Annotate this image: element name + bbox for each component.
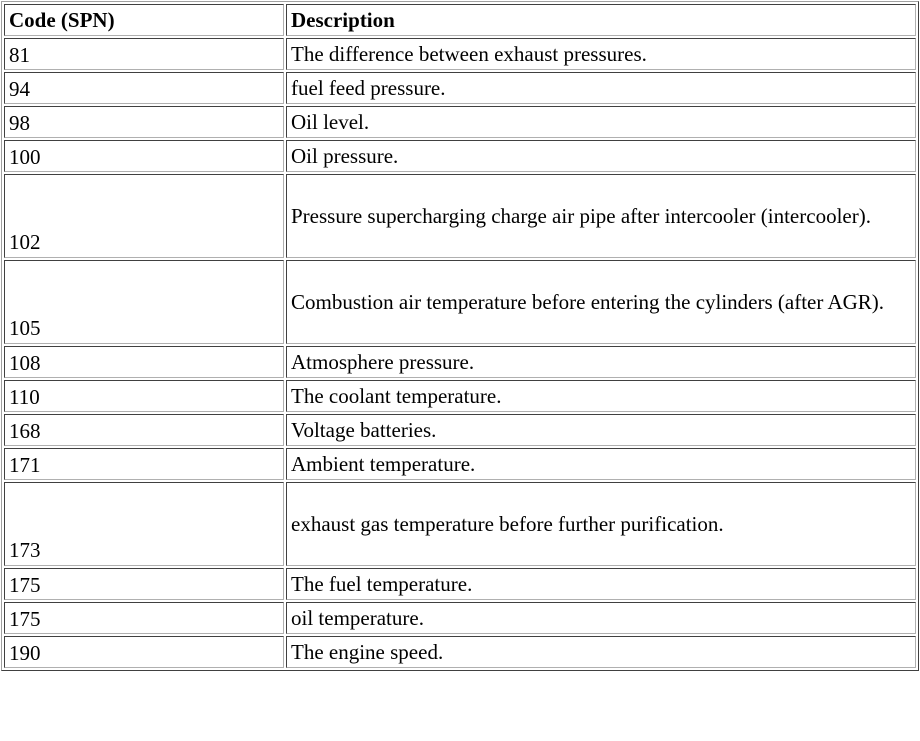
- code-cell: 98: [4, 106, 284, 138]
- description-cell: The engine speed.: [286, 636, 916, 668]
- description-cell: The coolant temperature.: [286, 380, 916, 412]
- code-cell: 175: [4, 568, 284, 600]
- table-row: [4, 602, 916, 634]
- table-row: [4, 106, 916, 138]
- description-cell: Atmosphere pressure.: [286, 346, 916, 378]
- description-cell: exhaust gas temperature before further purification.: [286, 482, 916, 566]
- table-row: [4, 636, 916, 668]
- table-row: [4, 72, 916, 104]
- description-cell: Pressure supercharging charge air pipe after intercooler (intercooler).: [286, 174, 916, 258]
- table-row: [4, 568, 916, 600]
- table-row: [4, 448, 916, 480]
- table-row: [4, 346, 916, 378]
- spn-code-table: [1, 1, 919, 671]
- description-cell: fuel feed pressure.: [286, 72, 916, 104]
- code-cell: 102: [4, 174, 284, 258]
- code-cell: 94: [4, 72, 284, 104]
- table-header-row: [4, 4, 916, 36]
- code-cell: 108: [4, 346, 284, 378]
- description-cell: The difference between exhaust pressures.: [286, 38, 916, 70]
- description-cell: Combustion air temperature before entering the cylinders (after AGR).: [286, 260, 916, 344]
- code-cell: 110: [4, 380, 284, 412]
- table-row: [4, 260, 916, 344]
- description-cell: Voltage batteries.: [286, 414, 916, 446]
- code-cell: 168: [4, 414, 284, 446]
- code-cell: 173: [4, 482, 284, 566]
- header-description: Description: [286, 4, 916, 36]
- table-row: [4, 140, 916, 172]
- code-cell: 81: [4, 38, 284, 70]
- code-cell: 100: [4, 140, 284, 172]
- description-cell: Ambient temperature.: [286, 448, 916, 480]
- description-cell: Oil pressure.: [286, 140, 916, 172]
- code-cell: 190: [4, 636, 284, 668]
- description-cell: oil temperature.: [286, 602, 916, 634]
- code-cell: 105: [4, 260, 284, 344]
- table-row: [4, 38, 916, 70]
- description-cell: The fuel temperature.: [286, 568, 916, 600]
- table-row: [4, 380, 916, 412]
- code-cell: 171: [4, 448, 284, 480]
- table-row: [4, 482, 916, 566]
- code-cell: 175: [4, 602, 284, 634]
- description-cell: Oil level.: [286, 106, 916, 138]
- table-row: [4, 174, 916, 258]
- table-row: [4, 414, 916, 446]
- header-code: Code (SPN): [4, 4, 284, 36]
